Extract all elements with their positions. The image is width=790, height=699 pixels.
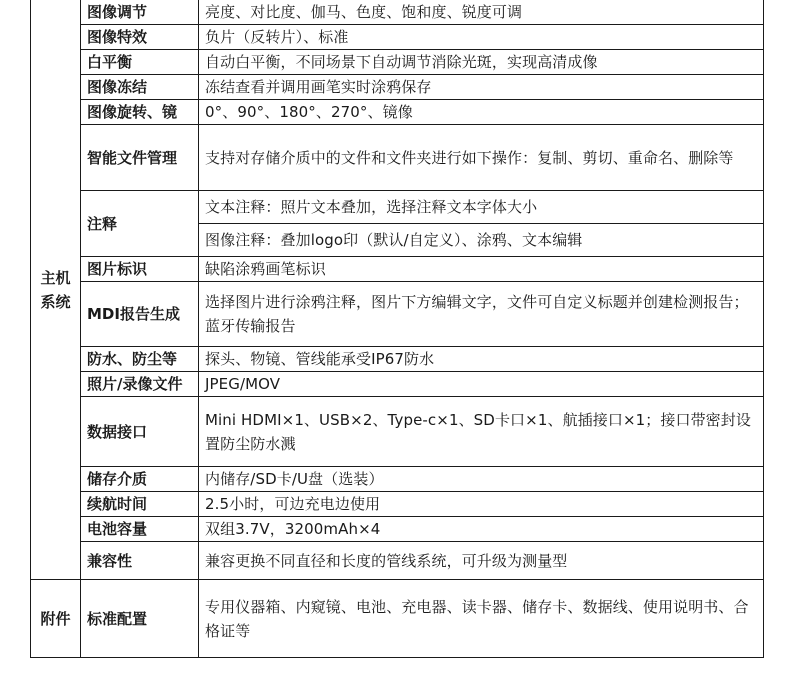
section-label-text: 系统: [40, 292, 71, 311]
spec-item-description: Mini HDMI×1、USB×2、Type-c×1、SD卡口×1、航插接口×1；接口带密封设置防尘防水溅: [199, 397, 764, 467]
spec-item-description: 支持对存储介质中的文件和文件夹进行如下操作：复制、剪切、重命名、删除等: [199, 125, 764, 191]
spec-row: [31, 75, 764, 100]
spec-row: [31, 282, 764, 347]
spec-row: [31, 347, 764, 372]
spec-item-description: 专用仪器箱、内窥镜、电池、充电器、读卡器、储存卡、数据线、使用说明书、合格证等: [199, 580, 764, 658]
spec-item-description: 兼容更换不同直径和长度的管线系统，可升级为测量型: [199, 542, 764, 580]
spec-item-name: 防水、防尘等: [81, 347, 199, 372]
spec-item-description: 内储存/SD卡/U盘（选装）: [199, 467, 764, 492]
section-label: [31, 580, 81, 658]
spec-item-name: 图像特效: [81, 25, 199, 50]
spec-item-description: 选择图片进行涂鸦注释，图片下方编辑文字，文件可自定义标题并创建检测报告；蓝牙传输报告: [199, 282, 764, 347]
spec-item-description: 双组3.7V，3200mAh×4: [199, 517, 764, 542]
spec-row: [31, 257, 764, 282]
spec-row: [31, 25, 764, 50]
spec-item-name: 白平衡: [81, 50, 199, 75]
spec-row: [31, 372, 764, 397]
spec-item-description: 自动白平衡，不同场景下自动调节消除光斑，实现高清成像: [199, 50, 764, 75]
spec-item-name: 兼容性: [81, 542, 199, 580]
spec-row: [31, 467, 764, 492]
spec-item-description: 图像注释：叠加logo印（默认/自定义）、涂鸦、文本编辑: [199, 224, 764, 257]
spec-row: [31, 580, 764, 658]
spec-row: [31, 191, 764, 224]
spec-row: [31, 492, 764, 517]
spec-item-name: 图像调节: [81, 0, 199, 25]
spec-item-name: 数据接口: [81, 397, 199, 467]
spec-item-description: 冻结查看并调用画笔实时涂鸦保存: [199, 75, 764, 100]
spec-table-body: [31, 0, 764, 658]
spec-item-description: 文本注释：照片文本叠加，选择注释文本字体大小: [199, 191, 764, 224]
spec-item-name: 注释: [81, 191, 199, 257]
spec-item-name: MDI报告生成: [81, 282, 199, 347]
spec-item-name: 智能文件管理: [81, 125, 199, 191]
spec-item-name: 图像冻结: [81, 75, 199, 100]
spec-item-name: 标准配置: [81, 580, 199, 658]
spec-item-description: 2.5小时，可边充电边使用: [199, 492, 764, 517]
spec-item-description: 负片（反转片）、标准: [199, 25, 764, 50]
spec-row: [31, 542, 764, 580]
spec-row: [31, 0, 764, 25]
spec-table: [30, 0, 764, 658]
spec-item-description: 0°、90°、180°、270°、镜像: [199, 100, 764, 125]
spec-item-name: 图像旋转、镜: [81, 100, 199, 125]
spec-row: [31, 517, 764, 542]
section-label-text: 附件: [40, 609, 71, 628]
spec-item-name: 照片/录像文件: [81, 372, 199, 397]
section-label: [31, 0, 81, 580]
section-label-text: 主机: [40, 268, 71, 287]
spec-item-name: 储存介质: [81, 467, 199, 492]
spec-item-name: 电池容量: [81, 517, 199, 542]
spec-row: [31, 397, 764, 467]
spec-item-description: 缺陷涂鸦画笔标识: [199, 257, 764, 282]
spec-item-description: 探头、物镜、管线能承受IP67防水: [199, 347, 764, 372]
spec-row: [31, 50, 764, 75]
spec-row: [31, 125, 764, 191]
spec-item-description: 亮度、对比度、伽马、色度、饱和度、锐度可调: [199, 0, 764, 25]
spec-item-name: 图片标识: [81, 257, 199, 282]
spec-row: [31, 100, 764, 125]
spec-item-description: JPEG/MOV: [199, 372, 764, 397]
spec-item-name: 续航时间: [81, 492, 199, 517]
